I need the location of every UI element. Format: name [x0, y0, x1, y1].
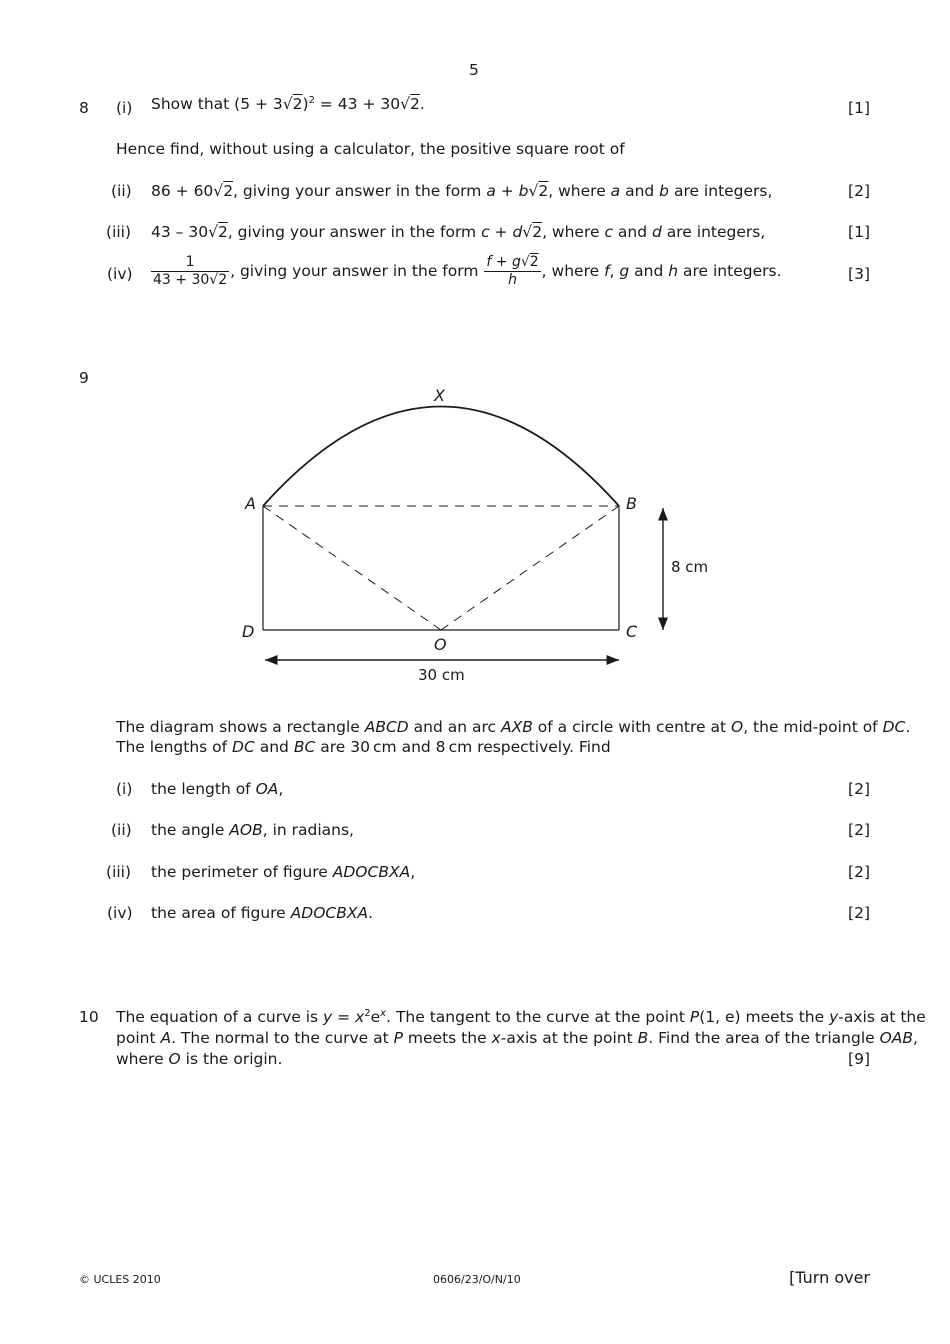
q9-ii-text: the angle AOB, in radians, — [151, 821, 354, 839]
q9-ii-mark: [2] — [848, 821, 870, 839]
q8-iv-text: $\frac{1}{43 + 30√2}$ , giving your answer in the form $\frac{f + g√2}{h}$ , where f, g and h are integers. — [153, 254, 782, 288]
q10-mark: [9] — [848, 1050, 870, 1068]
q9-iv-mark: [2] — [848, 904, 870, 922]
q8-ii-text: 86 + 60√2, giving your answer in the form a + b√2, where a and b are integers, — [151, 182, 773, 200]
q8-ii-mark: [2] — [848, 182, 870, 200]
q9-ii-label: (ii) — [111, 821, 132, 839]
question-9-number: 9 — [79, 369, 89, 387]
q9-iii-text: the perimeter of figure ADOCBXA, — [151, 863, 416, 881]
footer-paper-code: 0606/23/O/N/10 — [433, 1273, 521, 1286]
q8-iv-label: (iv) — [107, 265, 133, 283]
q8-intro: Hence find, without using a calculator, the positive square root of — [116, 140, 625, 158]
label-d: D — [242, 622, 255, 641]
q10-line3: where O is the origin. — [116, 1050, 283, 1068]
q8-iii-label: (iii) — [106, 223, 132, 241]
label-x: X — [434, 386, 445, 405]
height-label: 8 cm — [671, 558, 709, 576]
q9-i-mark: [2] — [848, 780, 870, 798]
q8-i-text: Show that $(5 + 3√2)^2 = 43 + 30√2$. — [151, 95, 425, 113]
q8-iv-mark: [3] — [848, 265, 870, 283]
q8-ii-label: (ii) — [111, 182, 132, 200]
q9-iv-label: (iv) — [107, 904, 133, 922]
label-b: B — [626, 494, 637, 513]
q9-i-text: the length of OA, — [151, 780, 284, 798]
q9-iii-mark: [2] — [848, 863, 870, 881]
question-10-number: 10 — [79, 1008, 99, 1026]
q9-text-line1: The diagram shows a rectangle ABCD and an arc AXB of a circle with centre at O, the mid-point of DC. — [116, 718, 911, 736]
fraction-one-over: $\frac{1}{43 + 30√2}$ — [153, 254, 228, 288]
q9-iv-text: the area of figure ADOCBXA. — [151, 904, 374, 922]
dashed-ob — [441, 506, 619, 630]
q8-i-mark: [1] — [848, 99, 870, 117]
question-8-number: 8 — [79, 99, 89, 117]
width-label: 30 cm — [418, 666, 465, 684]
label-a: A — [245, 494, 256, 513]
label-o: O — [434, 635, 447, 654]
footer-turn-over: [Turn over — [789, 1268, 870, 1287]
q8-i-label: (i) — [116, 99, 133, 117]
q9-i-label: (i) — [116, 780, 133, 798]
dashed-oa — [263, 506, 441, 630]
arc-axb — [263, 407, 619, 507]
q10-line2: point A. The normal to the curve at P meets the x-axis at the point B. Find the area of the triangle OAB, — [116, 1029, 918, 1047]
page-number: 5 — [469, 61, 479, 79]
q10-line1: The equation of a curve is $y = x^2e^x$. The tangent to the curve at the point P(1, e) meets the y-axis at the — [116, 1008, 926, 1026]
q8-iii-text: 43 – 30√2, giving your answer in the form c + d√2, where c and d are integers, — [151, 223, 766, 241]
q9-text-line2: The lengths of DC and BC are 30 cm and 8 cm respectively. Find — [116, 738, 611, 756]
footer-copyright: © UCLES 2010 — [79, 1273, 161, 1286]
q9-iii-label: (iii) — [106, 863, 132, 881]
q8-iii-mark: [1] — [848, 223, 870, 241]
label-c: C — [626, 622, 638, 641]
fraction-form: $\frac{f + g√2}{h}$ — [486, 254, 539, 288]
